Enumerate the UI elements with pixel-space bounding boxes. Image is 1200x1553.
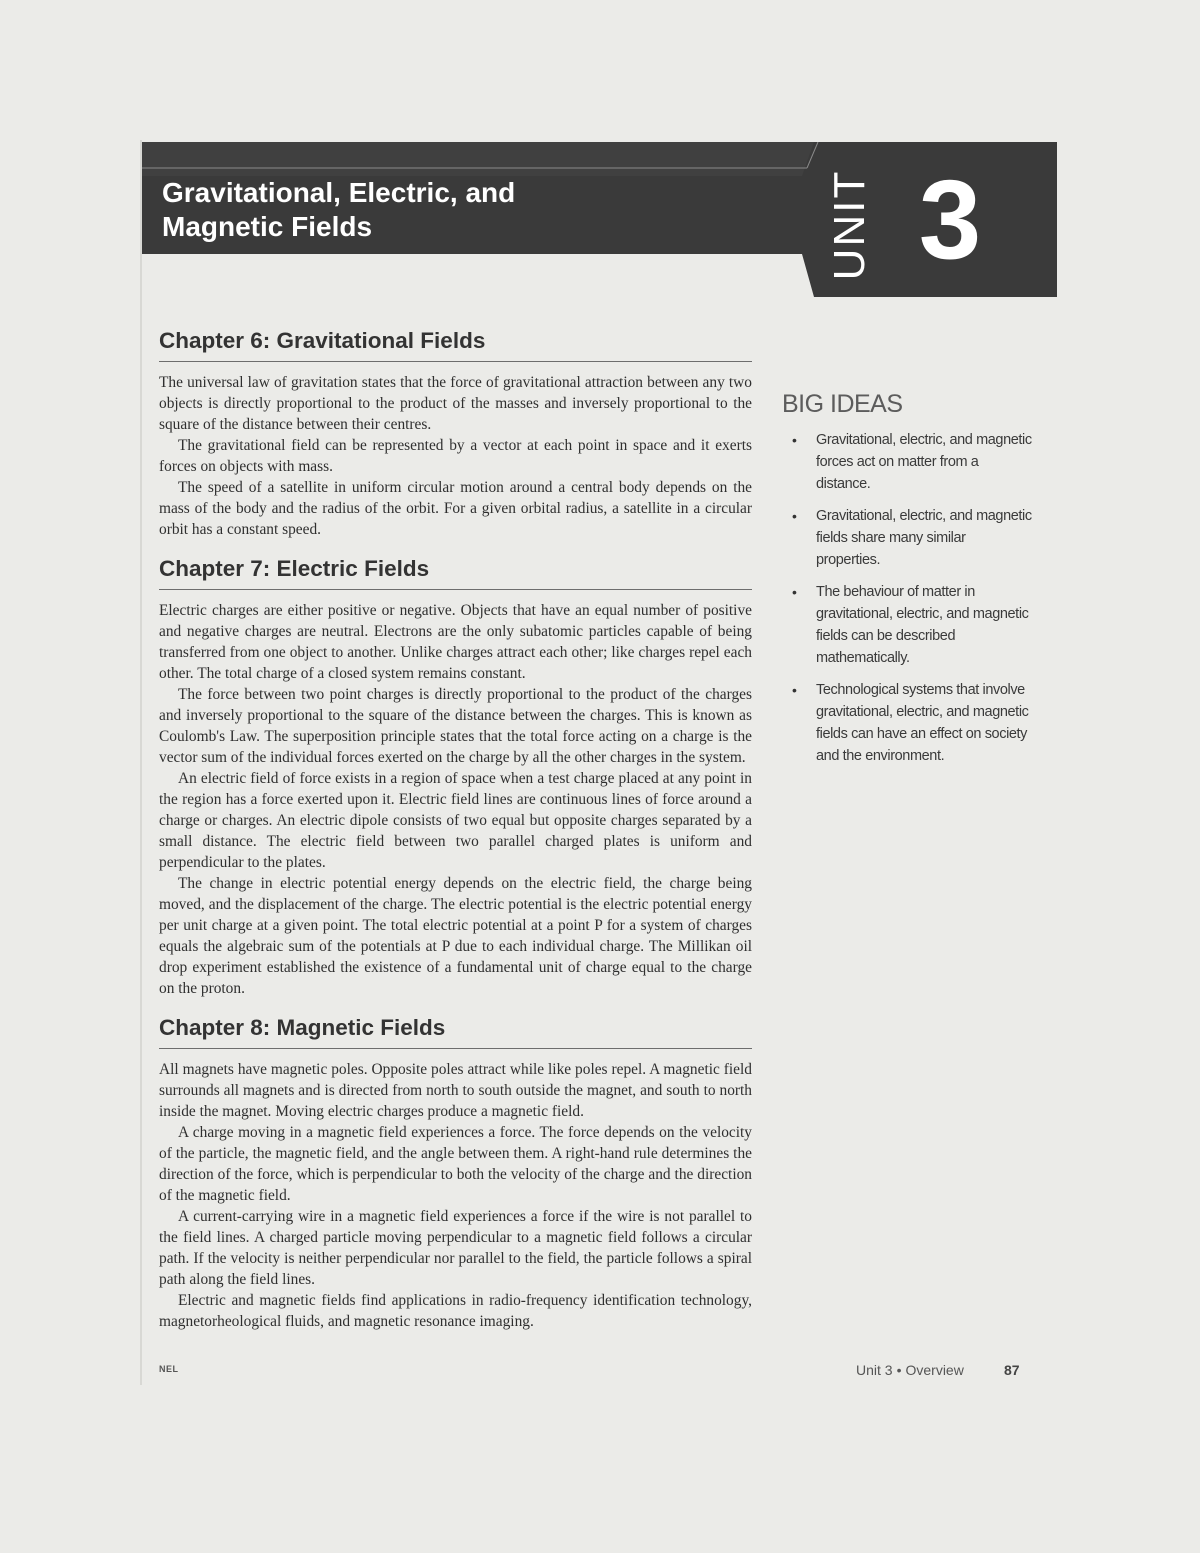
- page-edge: [140, 140, 142, 1385]
- footer-section: Overview: [905, 1362, 964, 1378]
- unit-title-line2: Magnetic Fields: [162, 211, 373, 242]
- bullet-icon: •: [792, 584, 797, 600]
- big-ideas-sidebar: [782, 390, 1032, 777]
- big-idea-item: [782, 505, 1032, 571]
- unit-title-line1: Gravitational, Electric, and: [162, 177, 516, 208]
- big-ideas-list: [782, 429, 1032, 767]
- publisher-mark: NEL: [159, 1364, 179, 1374]
- chapter-6-body: [159, 372, 752, 540]
- paragraph: A current-carrying wire in a magnetic field experiences a force if the wire is not parallel to the field lines. A charged particle moving perpendicular to a magnetic field follows a circular path. If the velocity is neither perpendicular nor parallel to the field, the particle follows a spiral path along the field lines.: [159, 1208, 752, 1288]
- big-ideas-title: BIG IDEAS: [782, 390, 903, 418]
- chapter-8-body: [159, 1059, 752, 1332]
- paragraph: The change in electric potential energy depends on the electric field, the charge being moved, and the displacement of the charge. The electric potential is the electric potential energy per unit charge at a given point. The total electric potential at a point P for a system of charges equals the algebraic sum of the potentials at P due to each individual charge. The Millikan oil drop experiment established the existence of a fundamental unit of charge equal to the charge on the proton.: [159, 875, 752, 997]
- paragraph: A charge moving in a magnetic field experiences a force. The force depends on the velocity of the particle, the magnetic field, and the angle between them. A right-hand rule determines the direction of the force, which is perpendicular to both the velocity of the charge and the direction of the magnetic field.: [159, 1124, 752, 1204]
- bullet-icon: •: [792, 682, 797, 698]
- chapter-8-section: [159, 1013, 752, 1332]
- paragraph: Electric charges are either positive or negative. Objects that have an equal number of positive and negative charges are neutral. Electrons are the only subatomic particles capable of being transferred from one object to another. Unlike charges attract each other; like charges repel each other. The total charge of a closed system remains constant.: [159, 602, 752, 682]
- chapter-6-heading: Chapter 6: Gravitational Fields: [159, 326, 752, 362]
- paragraph: The force between two point charges is directly proportional to the product of the charges and inversely proportional to the square of the distance between the charges. This is known as Coulomb's Law. The superposition principle states that the total force acting on a charge is the vector sum of the individual forces exerted on the charge by all the other charges in the system.: [159, 686, 752, 766]
- footer-unit: Unit 3: [856, 1362, 893, 1378]
- paragraph: Electric and magnetic fields find applications in radio-frequency identification technology, magnetorheological fluids, and magnetic resonance imaging.: [159, 1292, 752, 1330]
- big-idea-item: [782, 679, 1032, 767]
- big-idea-text: Gravitational, electric, and magnetic fields share many similar properties.: [816, 508, 1032, 568]
- chapter-6-section: [159, 326, 752, 540]
- main-content: [159, 326, 752, 1332]
- unit-number: 3: [918, 157, 982, 282]
- paragraph: The gravitational field can be represented by a vector at each point in space and it exerts forces on objects with mass.: [159, 437, 752, 475]
- chapter-8-heading: Chapter 8: Magnetic Fields: [159, 1013, 752, 1049]
- paragraph: An electric field of force exists in a region of space when a test charge placed at any point in the region has a force exerted upon it. Electric field lines are continuous lines of force around a charge or charges. An electric dipole consists of two equal but opposite charges separated by a small distance. The electric field between two parallel charged plates is uniform and perpendicular to the plates.: [159, 770, 752, 871]
- big-idea-item: [782, 429, 1032, 495]
- footer-separator: •: [896, 1362, 902, 1378]
- bullet-icon: •: [792, 508, 797, 524]
- big-idea-text: The behaviour of matter in gravitational, electric, and magnetic fields can be described mathematically.: [816, 584, 1029, 666]
- chapter-7-heading: Chapter 7: Electric Fields: [159, 554, 752, 590]
- unit-label: UNIT: [825, 169, 874, 281]
- paragraph: All magnets have magnetic poles. Opposite poles attract while like poles repel. A magnetic field surrounds all magnets and is directed from north to south outside the magnet, and south to north inside the magnet. Moving electric charges produce a magnetic field.: [159, 1061, 752, 1120]
- bullet-icon: •: [792, 432, 797, 448]
- running-footer: [856, 1362, 964, 1378]
- chapter-7-section: [159, 554, 752, 999]
- big-idea-item: [782, 581, 1032, 669]
- big-idea-text: Technological systems that involve gravitational, electric, and magnetic fields can have an effect on society and the environment.: [816, 682, 1029, 764]
- unit-title: [162, 176, 722, 244]
- page-number: 87: [1004, 1362, 1020, 1378]
- paragraph: The universal law of gravitation states that the force of gravitational attraction between any two objects is directly proportional to the product of the masses and inversely proportional to the square of the distance between their centres.: [159, 374, 752, 433]
- big-idea-text: Gravitational, electric, and magnetic forces act on matter from a distance.: [816, 432, 1032, 492]
- chapter-7-body: [159, 600, 752, 999]
- paragraph: The speed of a satellite in uniform circular motion around a central body depends on the mass of the body and the radius of the orbit. For a given orbital radius, a satellite in a circular orbit has a constant speed.: [159, 479, 752, 538]
